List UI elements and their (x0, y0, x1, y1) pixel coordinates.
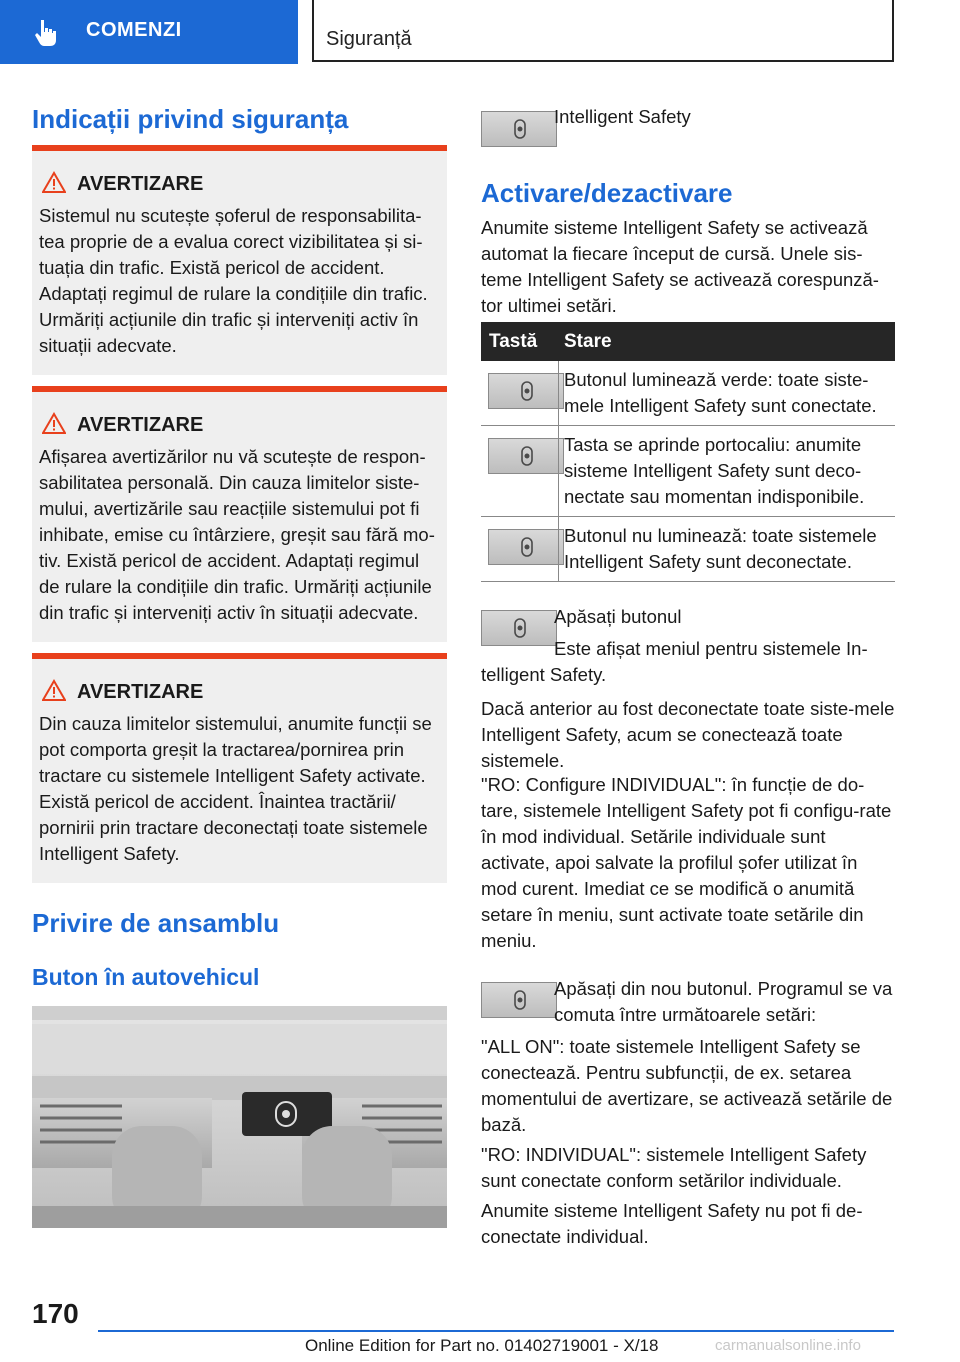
button-green-image (488, 373, 564, 409)
warning-triangle-icon (42, 412, 66, 434)
press-again-text: Apăsați din nou butonul. Programul se va comuta între următoarele setări: (554, 978, 893, 1025)
paragraph-1: Dacă anterior au fost deconectate toate siste-mele Intelligent Safety, acum se conectează toate sistemele. (481, 698, 895, 771)
safety-button-icon (507, 989, 533, 1013)
section-label: Siguranță (326, 28, 412, 50)
page-number: 170 (32, 1298, 79, 1329)
press-button-result-cont: telligent Safety. (481, 664, 607, 685)
safety-button-icon (514, 445, 540, 469)
press-button-label: Apăsați butonul (554, 606, 682, 627)
warning-box-2 (32, 386, 447, 642)
dashboard-illustration (32, 1006, 447, 1228)
table-row (481, 517, 895, 582)
safety-button-icon (507, 118, 533, 142)
button-off-image (488, 529, 564, 565)
warning-label: AVERTIZARE (77, 681, 204, 703)
footer-rule (98, 1330, 894, 1332)
warning-box-3 (32, 653, 447, 883)
page-title: Indicații privind siguranța (32, 104, 349, 134)
paragraph-2: "RO: Configure INDIVIDUAL": în funcție de do-tare, sistemele Intelligent Safety pot fi configu-rate în mod individual. Setările individuale sunt activate, apoi salvate la profilul șofer utilizat în mod curent. Imediat ce se modifică o anumită setare în meniu, sunt activate toate setările din meniu. (481, 774, 892, 951)
status-table (481, 322, 895, 582)
warning-text: Sistemul nu scutește șoferul de responsabilita-tea proprie de a evalua corect vizibilitatea și si-tuația din trafic. Există pericol de accident. Adaptați regimul de rulare la condițiile din trafic. Urmăriți acțiunile din trafic și interveniți activ în situații adecvate. (39, 205, 428, 356)
col-header-state: Stare (564, 331, 612, 352)
row-text: Tasta se aprinde portocaliu: anumite sisteme Intelligent Safety sunt deco-nectate sau momentan indisponibile. (564, 434, 865, 507)
paragraph-4: "RO: INDIVIDUAL": sistemele Intelligent Safety sunt conectate conform setărilor individuale. (481, 1144, 867, 1191)
row-text: Butonul nu luminează: toate sistemele Intelligent Safety sunt deconectate. (564, 525, 877, 572)
button-orange-image (488, 438, 564, 474)
table-row (481, 426, 895, 517)
col-header-key: Tastă (489, 331, 538, 352)
edition-note: Online Edition for Part no. 01402719001 - X/18 (305, 1336, 659, 1355)
warning-text: Din cauza limitelor sistemului, anumite funcții se pot comporta greșit la tractarea/pornirea prin tractare cu sistemele Intelligent Safety activate. Există pericol de accident. Înaintea tractării/ pornirii prin tractare deconectați toate sistemele Intelligent Safety. (39, 713, 432, 864)
watermark: carmanualsonline.info (715, 1337, 861, 1354)
caption-intelligent-safety: Intelligent Safety (554, 106, 691, 127)
heading-overview: Privire de ansamblu (32, 908, 280, 938)
press-again-button-image (481, 982, 557, 1018)
heading-activate: Activare/dezactivare (481, 178, 733, 208)
warning-label: AVERTIZARE (77, 173, 204, 195)
intelligent-safety-button-image (481, 111, 557, 147)
chapter-tab[interactable] (0, 0, 298, 64)
safety-button-icon (514, 536, 540, 560)
warning-label: AVERTIZARE (77, 414, 204, 436)
warning-triangle-icon (42, 171, 66, 193)
row-text: Butonul luminează verde: toate siste-mele Intelligent Safety sunt conectate. (564, 369, 877, 416)
paragraph-3: "ALL ON": toate sistemele Intelligent Safety se conectează. Pentru subfuncții, de ex. setarea momentului de avertizare, se activează setările de bază. (481, 1036, 893, 1135)
hand-pointer-icon (32, 18, 64, 48)
section-header (312, 0, 894, 62)
table-header (481, 322, 895, 361)
safety-button-icon (514, 380, 540, 404)
table-row (481, 361, 895, 426)
warning-triangle-icon (42, 679, 66, 701)
warning-box-1 (32, 145, 447, 375)
heading-button: Buton în autovehicul (32, 964, 260, 990)
intro-text: Anumite sisteme Intelligent Safety se activează automat la fiecare început de cursă. Unele sis-teme Intelligent Safety se activează corespunză-tor ultimei setări. (481, 217, 879, 316)
press-button-image (481, 610, 557, 646)
chapter-label: COMENZI (86, 19, 182, 41)
safety-button-icon (507, 617, 533, 641)
dashboard-photo (32, 1006, 447, 1228)
warning-text: Afișarea avertizărilor nu vă scutește de respon-sabilitatea personală. Din cauza limitelor siste-mului, avertizările sau reacțiile sistemului pot fi inhibate, emise cu întârziere, greșit sau fără mo-tiv. Există pericol de accident. Adaptați regimul de rulare la condițiile din trafic. Urmăriți acțiunile din trafic și interveniți activ în situații adecvate. (39, 446, 435, 623)
press-button-result: Este afișat meniul pentru sistemele In- (554, 638, 868, 659)
paragraph-5: Anumite sisteme Intelligent Safety nu pot fi de-conectate individual. (481, 1200, 863, 1247)
